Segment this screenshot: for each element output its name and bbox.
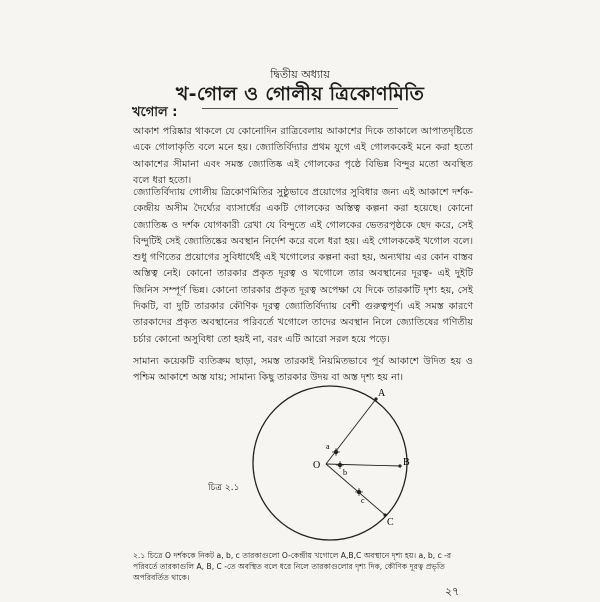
figure-label: চিত্র ২.১ [208,483,240,493]
ray-O-A [326,399,376,464]
page-number: ২৭ [445,585,460,598]
chapter-title: খ-গোল ও গোলীয় ত্রিকোণমিতি [175,83,425,105]
paragraph-1: আকাশ পরিষ্কার থাকলে যে কোনোদিন রাত্রিবেলায় আকাশের দিকে তাকালে আপাতদৃষ্টিতে একে গোলাকৃতি বলে মনে হয়। জ্যোতির্বিদ্যার প্রথম যুগে এই গোলককেই মনে করা হতো আকাশের সীমানা এবং সমস্ত জ্যোতিষ্ক এই গোলকের পৃষ্ঠে বিভিন্ন বিন্দুর মতো অবস্থিত বলে ধরা হতো। [133,126,473,186]
title-underline [202,108,398,109]
paragraph-3: সামান্য কয়েকটি ব্যতিক্রম ছাড়া, সমস্ত তারকাই নিয়মিতভাবে পূর্ব আকাশে উদিত হয় ও পশ্চিম আকাশে অস্ত যায়; সামান্য কিছু তারকার উদয় বা অস্ত দৃশ্য হয় না। [133,356,473,384]
label-A: A [378,388,386,399]
label-c: c [361,496,365,505]
section-heading: খগোল : [132,105,178,120]
chapter-label: দ্বিতীয় অধ্যায় [270,68,330,81]
celestial-sphere-circle [253,386,407,540]
figure-caption: ২.১ চিত্রে O দর্শককে নিকট a, b, c তারকাগুলো O-কেন্দ্রীয় খগোলে A,B,C অবস্থানে দৃশ্য হয়। a, b, c -র পরিবর্তে তারকাগুলি A, B, C -তে অবস্থিত বলে ধরে নিলে তারকাগুলোর দৃশ্য দিক, কৌণিক দূরত্ব প্রভৃতি অপরিবর্তিত থাকে। [133,551,452,582]
paragraph-2: জ্যোতির্বিদ্যায় গোলীয় ত্রিকোণমিতির সুষ্ঠুভাবে প্রয়োগের সুবিধার জন্য এই আকাশে দর্শক- কেন্দ্রীয় অসীম দৈর্ঘ্যের ব্যাসার্ধের একটি গোলকের অস্তিত্ব কল্পনা করা হয়েছে। কোনো জ্যোতিষ্ক ও দর্শক যোগকারী রেখা যে বিন্দুতে এই গোলকের ভেতরপৃষ্ঠকে ছেদ করে, সেই বিন্দুটিই সেই জ্যোতিষ্কের অবস্থান নির্দেশ করে বলে ধরা হয়। এই গোলককেই খগোল বলে। শুধু গণিতের প্রয়োগের সুবিধার্থেই এই খগোলের কল্পনা করা হয়, অন্যথায় এর কোন বাস্তব অস্তিত্ব নেই। কোনো তারকার প্রকৃত দূরত্ব ও খগোলে তার অবস্থানের দূরত্ব- এই দুইটি জিনিস সম্পূর্ণ ভিন্ন। কোনো তারকার প্রকৃত দূরত্ব অপেক্ষা যে দিকে তারকাটি দৃশ্য হয়, সেই দিকটি, বা দুটি তারকার কৌণিক দূরত্ব জ্যোতির্বিদ্যায় বেশী গুরুত্বপূর্ণ। এই সমস্ত কারণে তারকাদের প্রকৃত অবস্থানের পরিবর্তে খগোলে তাদের অবস্থান নিলে জ্যোতিষের গণিতীয় চর্চার কোনো অসুবিধা তো হয়ই না, বরং এটি আরো সরল হয়ে পড়ে। [133,187,473,345]
celestial-sphere-figure [250,382,410,544]
point-B [398,464,401,467]
label-C: C [387,517,394,528]
label-O: O [313,460,321,471]
label-a: a [326,442,330,451]
label-b: b [343,468,347,477]
ray-O-C [326,464,385,515]
label-B: B [403,457,410,468]
